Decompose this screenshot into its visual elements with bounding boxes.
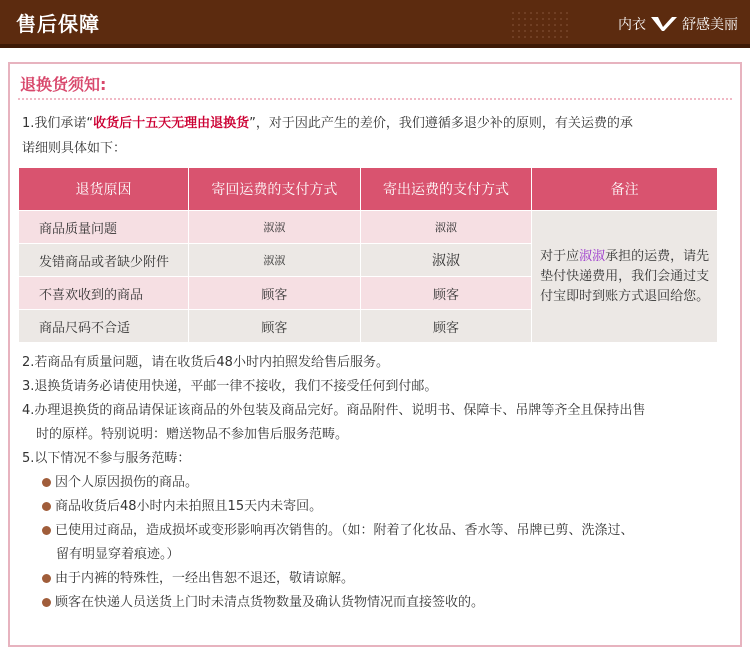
intro-highlight: 收货后十五天无理由退换货 <box>93 116 250 131</box>
policy-item-3: 3.退换货请务必请使用快递，平邮一律不接收，我们不接受任何到付邮。 <box>22 379 438 394</box>
bullet-item-continuation: 留有明显穿着痕迹。） <box>56 547 180 562</box>
policy-item-5: 5.以下情况不参与服务范畴： <box>22 451 191 466</box>
bullet-text: 已使用过商品，造成损坏或变形影响再次销售的。（如：附着了化妆品、香水等、吊牌已剪、洗涤过、 <box>55 523 634 538</box>
reason-cell: 商品质量问题 <box>19 211 189 244</box>
note-cell <box>532 211 718 343</box>
table-row <box>19 211 718 244</box>
bullet-item <box>42 497 322 517</box>
note-text: 对于应 <box>540 248 580 264</box>
table-header-row <box>19 168 718 211</box>
bullet-dot-icon <box>42 598 51 607</box>
intro-line-1 <box>22 114 633 134</box>
bullet-text: 因个人原因损伤的商品。 <box>55 475 199 490</box>
table-header: 寄回运费的支付方式 <box>189 168 361 211</box>
bullet-dot-icon <box>42 502 51 511</box>
intro-line-2: 诺细则具体如下： <box>22 141 127 156</box>
bullet-item <box>42 473 198 493</box>
return-policy-table <box>18 167 718 343</box>
bullet-dot-icon <box>42 574 51 583</box>
dot-pattern-decoration <box>510 10 570 38</box>
bullet-text: 顾客在快递人员送货上门时未清点货物数量及确认货物情况而直接签收的。 <box>55 595 485 610</box>
send-fee-cell: 淑淑 <box>360 244 532 277</box>
send-fee-cell: 淑淑 <box>360 211 532 244</box>
reason-cell: 发错商品或者缺少附件 <box>19 244 189 277</box>
page-title: 售后保障 <box>16 12 100 36</box>
brand-text-left: 内衣 <box>618 17 646 33</box>
policy-item-2: 2.若商品有质量问题，请在收货后48小时内拍照发给售后服务。 <box>22 355 389 370</box>
section-title: 退换货须知: <box>20 75 107 94</box>
reason-cell: 商品尺码不合适 <box>19 310 189 343</box>
return-fee-cell: 顾客 <box>189 310 361 343</box>
section-divider <box>18 98 732 100</box>
bullet-item <box>42 593 484 613</box>
brand-logo-icon <box>650 15 678 33</box>
policy-item-4-line-1: 4.办理退换货的商品请保证该商品的外包装及商品完好。商品附件、说明书、保障卡、吊牌等齐全且保持出售 <box>22 403 646 418</box>
note-highlight: 淑淑 <box>579 248 606 264</box>
bullet-dot-icon <box>42 478 51 487</box>
brand-block <box>618 14 738 34</box>
table-header: 退货原因 <box>19 168 189 211</box>
send-fee-cell: 顾客 <box>360 277 532 310</box>
intro-text-pre: 1.我们承诺“ <box>22 116 94 131</box>
table-header: 备注 <box>532 168 718 211</box>
brand-text-right: 舒感美丽 <box>682 17 738 33</box>
bullet-text: 由于内裤的特殊性，一经出售恕不退还，敬请谅解。 <box>55 571 355 586</box>
bullet-text: 商品收货后48小时内未拍照且15天内未寄回。 <box>55 499 323 514</box>
return-fee-cell: 淑淑 <box>189 211 361 244</box>
reason-cell: 不喜欢收到的商品 <box>19 277 189 310</box>
policy-item-4-line-2: 时的原样。特别说明：赠送物品不参加售后服务范畴。 <box>36 427 349 442</box>
send-fee-cell: 顾客 <box>360 310 532 343</box>
note-text: 垫付快递费用，我们会通过支 <box>540 268 710 284</box>
content-frame <box>8 62 742 647</box>
note-text: 承担的运费，请先 <box>605 248 710 264</box>
return-fee-cell: 淑淑 <box>189 244 361 277</box>
bullet-dot-icon <box>42 526 51 535</box>
header-bar <box>0 0 750 48</box>
intro-text-post: ”，对于因此产生的差价，我们遵循多退少补的原则，有关运费的承 <box>249 116 633 131</box>
bullet-item <box>42 521 634 541</box>
table-header: 寄出运费的支付方式 <box>360 168 532 211</box>
note-text: 付宝即时到账方式退回给您。 <box>540 288 710 304</box>
bullet-item <box>42 569 354 589</box>
return-fee-cell: 顾客 <box>189 277 361 310</box>
